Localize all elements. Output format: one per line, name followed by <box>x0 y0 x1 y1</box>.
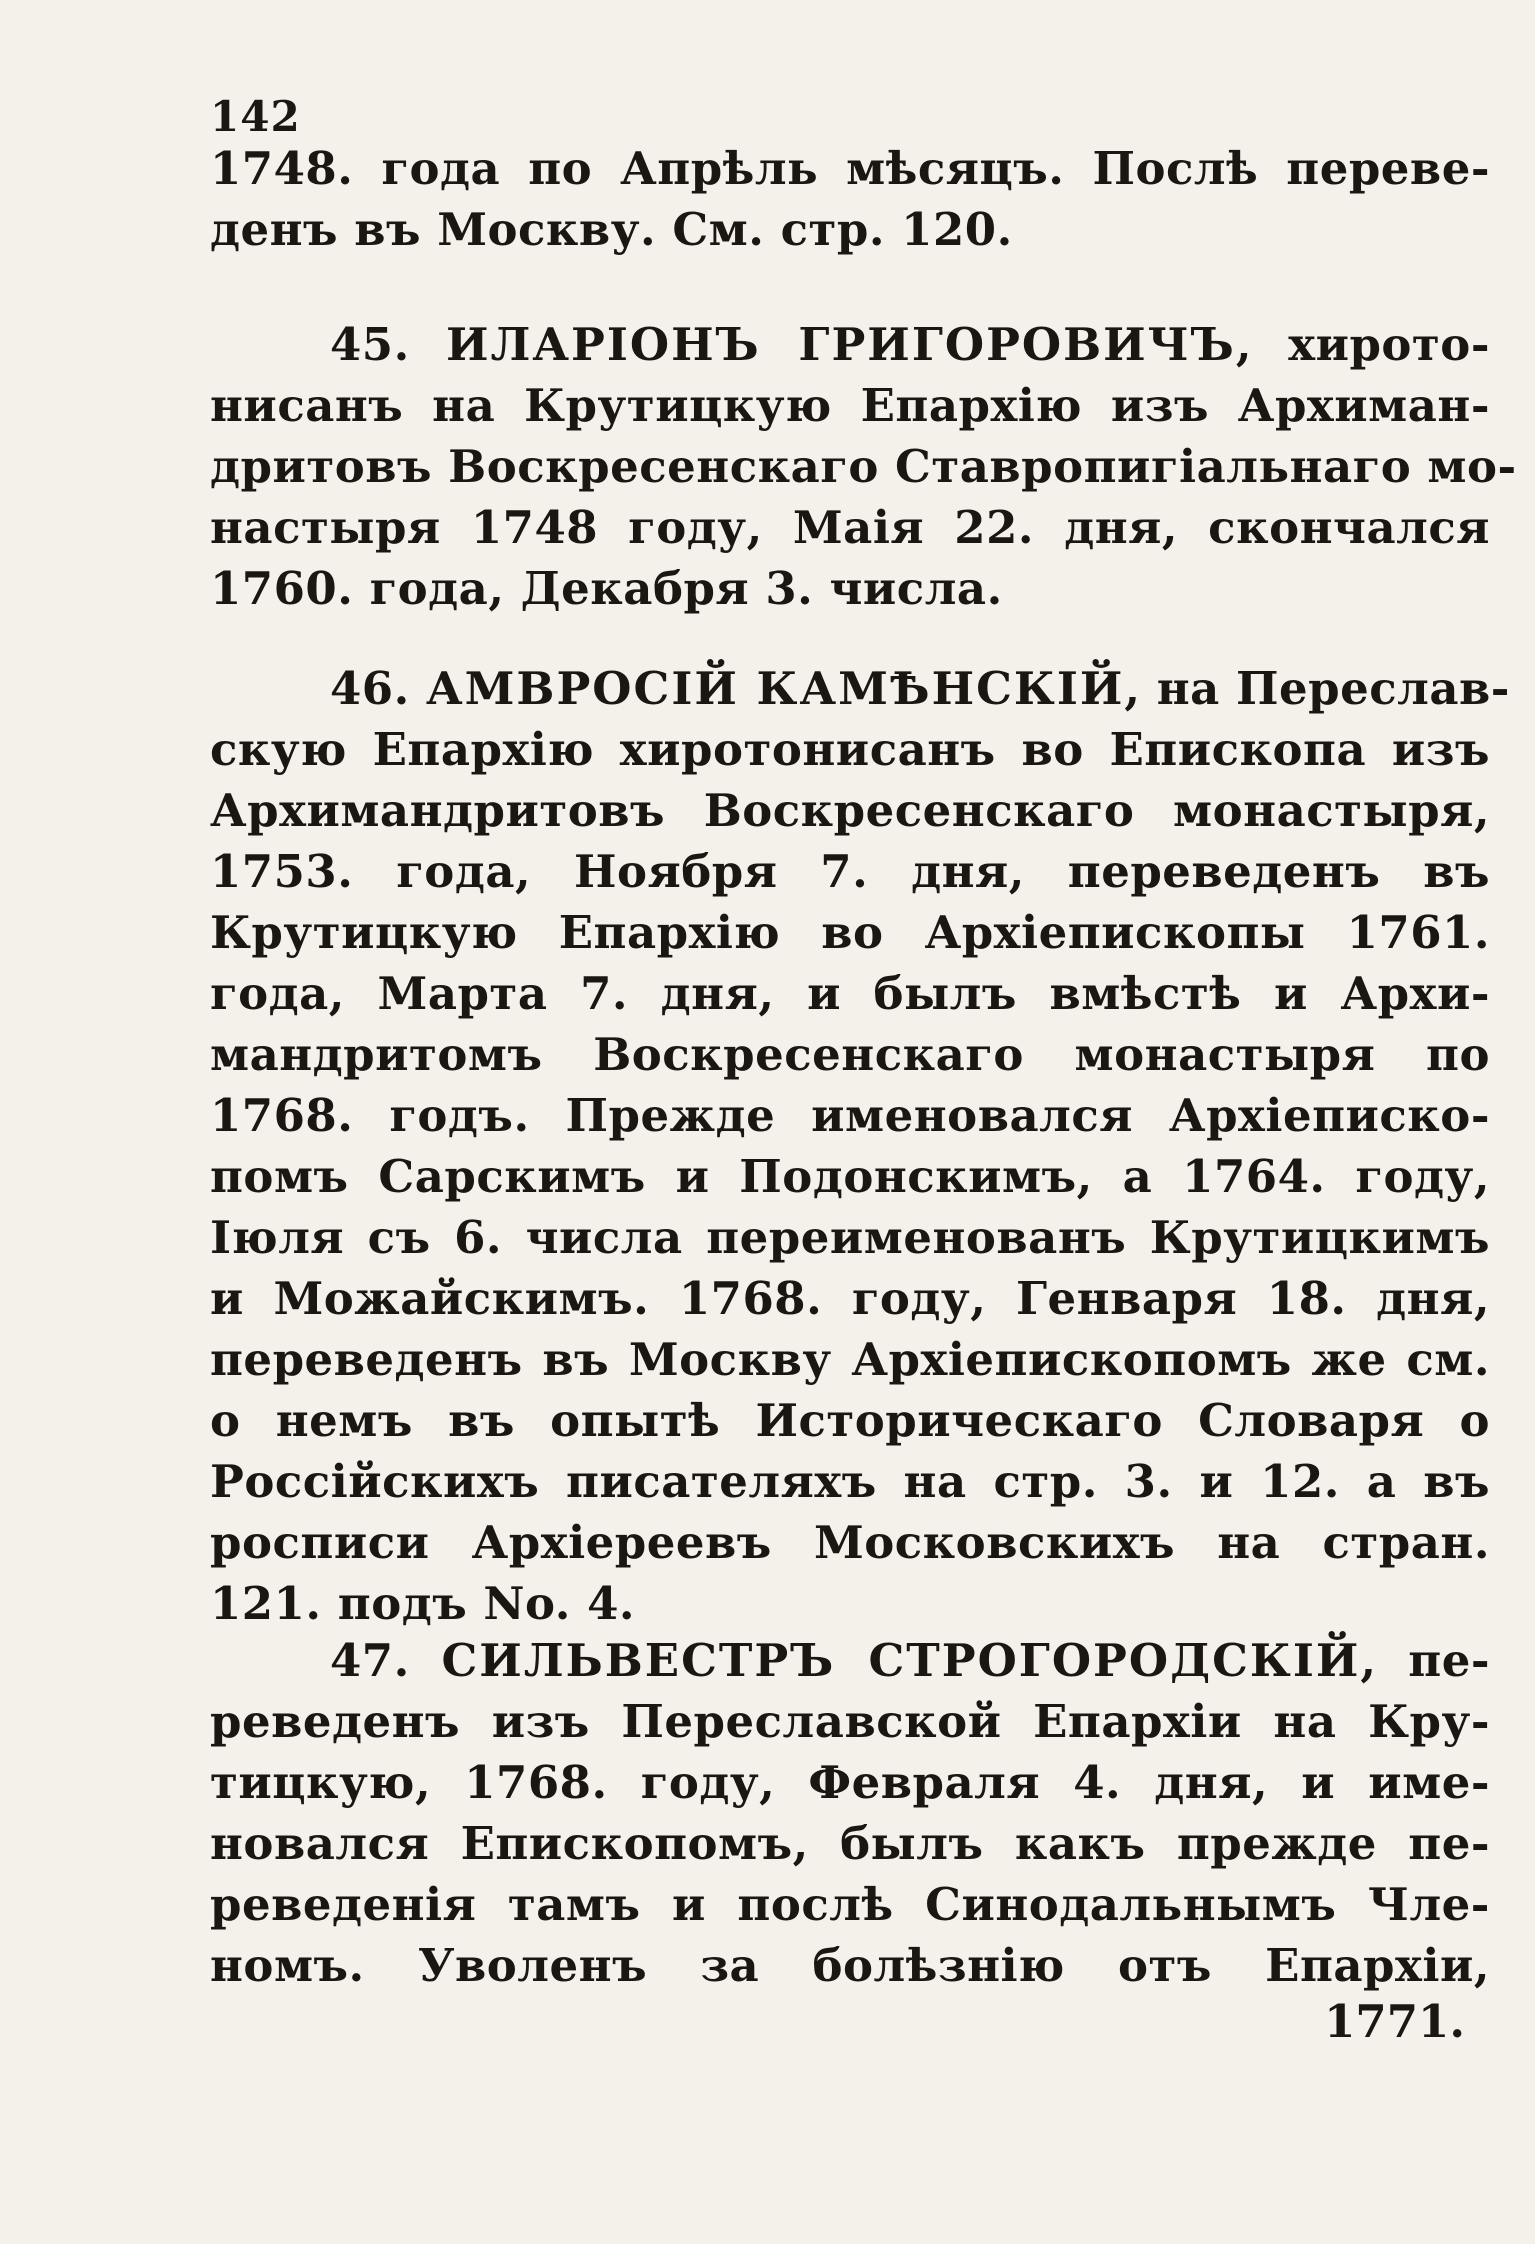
text-line: Россійскихъ писателяхъ на стр. 3. и 12. а въ <box>210 1455 1490 1508</box>
text-line: настыря 1748 году, Маія 22. дня, скончался <box>210 501 1490 554</box>
entry-number: 45. <box>330 318 410 371</box>
text-line: 1748. года по Апрѣль мѣсяцъ. Послѣ переве- <box>210 142 1490 195</box>
text-line: реведенъ изъ Переславской Епархіи на Кру- <box>210 1695 1490 1748</box>
text-line: Іюля съ 6. числа переименованъ Крутицкимъ <box>210 1211 1490 1264</box>
entry-45 <box>210 314 1517 619</box>
text-fragment: , хирото- <box>1235 318 1490 371</box>
entry-number: 47. <box>330 1634 410 1687</box>
entry-heading-line <box>210 658 1510 719</box>
text-line: 121. подъ No. 4. <box>210 1577 636 1630</box>
text-line: тицкую, 1768. году, Февраля 4. дня, и име- <box>210 1756 1490 1809</box>
text-line: Крутицкую Епархію во Архіепископы 1761. <box>210 906 1490 959</box>
entry-heading-line <box>210 314 1490 375</box>
text-line: о немъ въ опытѣ Историческаго Словаря о <box>210 1394 1490 1447</box>
text-line: мандритомъ Воскресенскаго монастыря по <box>210 1028 1490 1081</box>
text-line: новался Епископомъ, былъ какъ прежде пе- <box>210 1817 1490 1870</box>
text-line: переведенъ въ Москву Архіепископомъ же см. <box>210 1333 1490 1386</box>
entry-name: АМВРОСІЙ КАМѢНСКІЙ <box>425 662 1125 715</box>
text-line: помъ Сарскимъ и Подонскимъ, а 1764. году, <box>210 1150 1490 1203</box>
text-line: номъ. Уволенъ за болѣзнію отъ Епархіи, <box>210 1939 1490 1992</box>
text-fragment: , на Переслав- <box>1124 662 1510 715</box>
entry-46 <box>210 658 1510 1634</box>
text-line: Архимандритовъ Воскресенскаго монастыря, <box>210 784 1490 837</box>
text-line: и Можайскимъ. 1768. году, Генваря 18. дня, <box>210 1272 1490 1325</box>
text-line: нисанъ на Крутицкую Епархію изъ Архиман- <box>210 379 1490 432</box>
text-line: 1760. года, Декабря 3. числа. <box>210 562 1003 615</box>
continuation-paragraph <box>210 138 1490 260</box>
text-line: скую Епархію хиротонисанъ во Епископа изъ <box>210 723 1490 776</box>
text-line: денъ въ Москву. См. стр. 120. <box>210 203 1013 256</box>
text-line: росписи Архіереевъ Московскихъ на стран. <box>210 1516 1490 1569</box>
page-number: 142 <box>210 92 301 141</box>
text-line: 1768. годъ. Прежде именовался Архіеписко- <box>210 1089 1490 1142</box>
text-line: года, Марта 7. дня, и былъ вмѣстѣ и Архи- <box>210 967 1490 1020</box>
text-line: реведенія тамъ и послѣ Синодальнымъ Чле- <box>210 1878 1490 1931</box>
entry-47 <box>210 1630 1490 1996</box>
entry-name: СИЛЬВЕСТРЪ СТРОГОРОДСКІЙ <box>441 1634 1361 1687</box>
catchword: 1771. <box>1324 1995 1465 2048</box>
entry-heading-line <box>210 1630 1490 1691</box>
entry-name: ИЛАРІОНЪ ГРИГОРОВИЧЪ <box>446 318 1236 371</box>
text-line: дритовъ Воскресенскаго Ставропигіальнаго мо- <box>210 440 1517 493</box>
text-line: 1753. года, Ноября 7. дня, переведенъ въ <box>210 845 1490 898</box>
text-fragment: , пе- <box>1360 1634 1491 1687</box>
entry-number: 46. <box>330 662 410 715</box>
